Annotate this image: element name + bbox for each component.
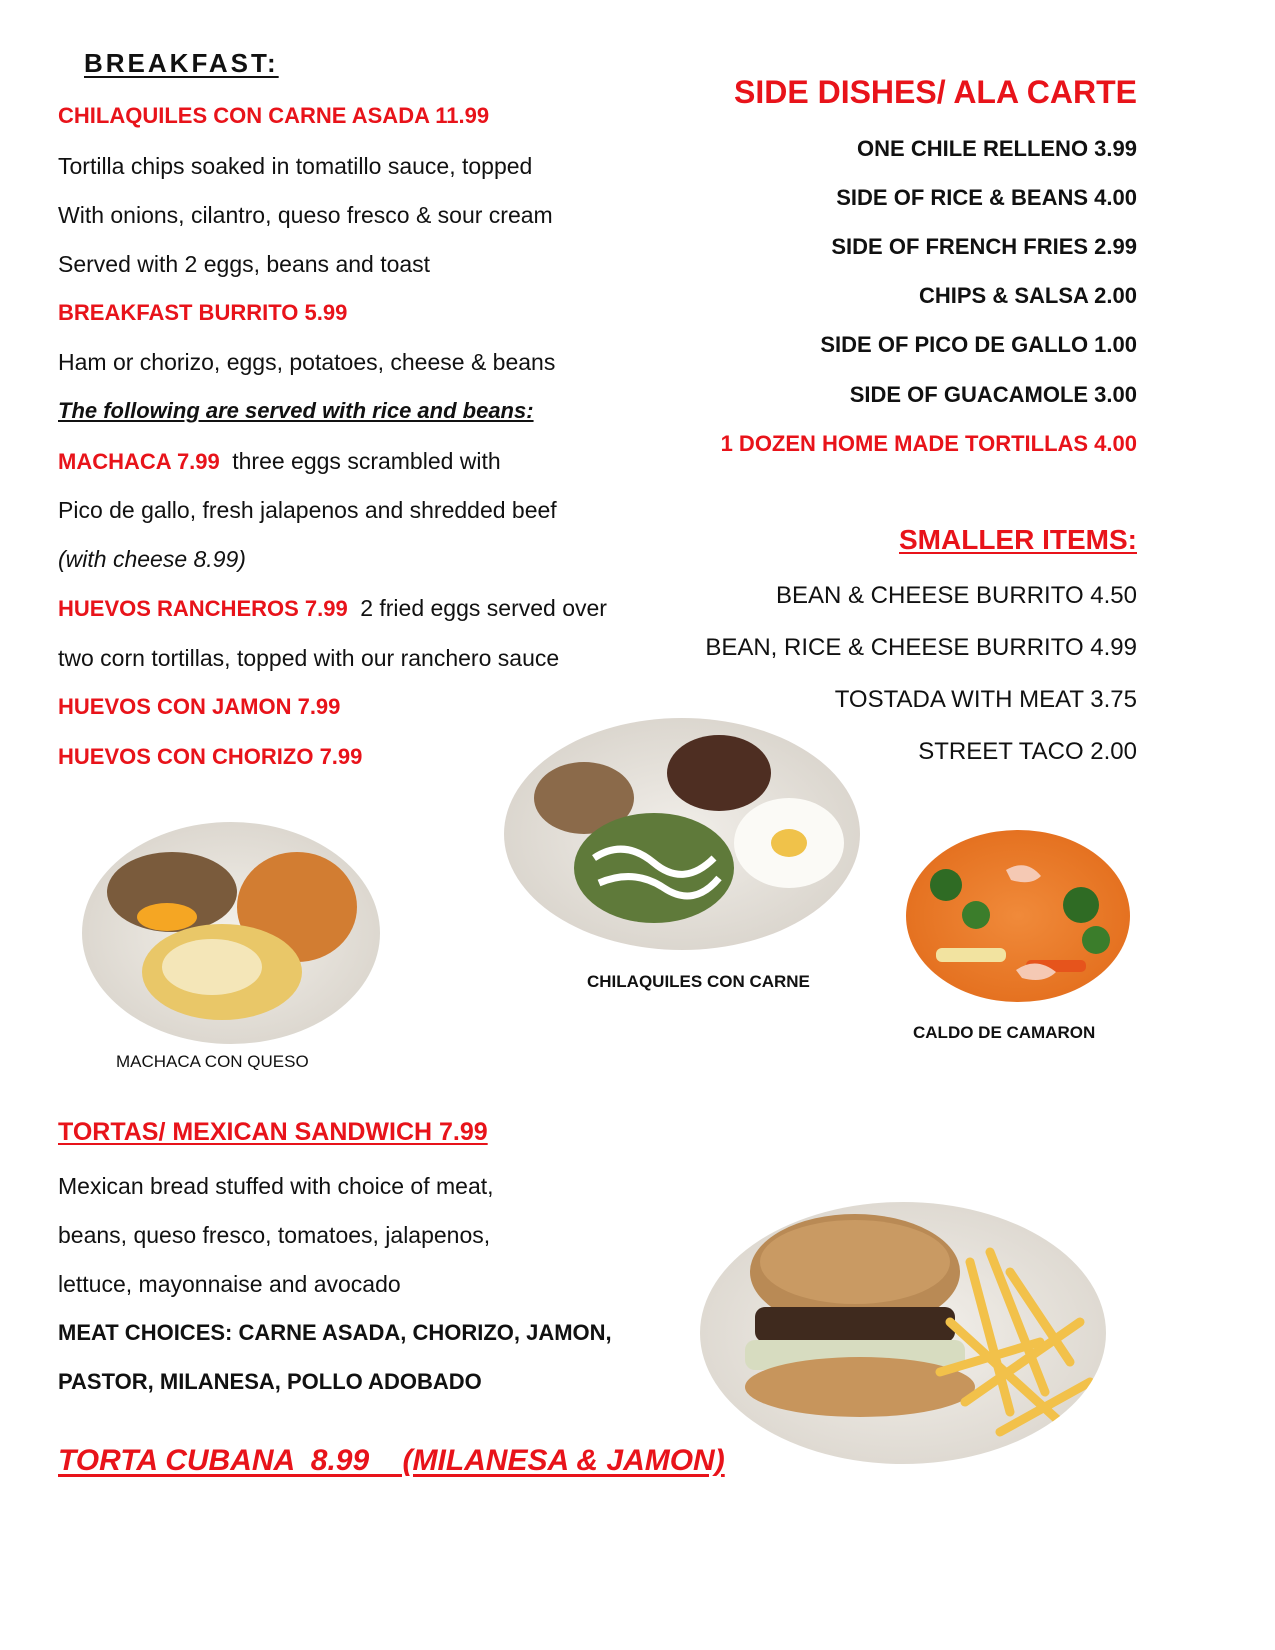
chilaquiles-desc-line: Tortilla chips soaked in tomatillo sauce, topped: [58, 153, 533, 179]
huevos-jamon-title: HUEVOS CON JAMON 7.99: [58, 694, 341, 719]
smaller-item: STREET TACO 2.00: [918, 738, 1137, 765]
breakfast-burrito-desc: Ham or chorizo, eggs, potatoes, cheese & beans: [58, 349, 556, 375]
side-item: SIDE OF RICE & BEANS 4.00: [836, 185, 1137, 210]
rancheros-desc-line: two corn tortillas, topped with our ranchero sauce: [58, 645, 560, 671]
tortas-desc-line: Mexican bread stuffed with choice of meat,: [58, 1173, 494, 1199]
smaller-item: BEAN, RICE & CHEESE BURRITO 4.99: [705, 634, 1137, 661]
meat-choices-line: MEAT CHOICES: CARNE ASADA, CHORIZO, JAMON,: [58, 1320, 612, 1345]
side-item: SIDE OF PICO DE GALLO 1.00: [820, 332, 1137, 357]
side-item: CHIPS & SALSA 2.00: [918, 283, 1137, 308]
machaca-photo: [82, 822, 380, 1044]
side-item: SIDE OF GUACAMOLE 3.00: [849, 382, 1137, 407]
caldo-caption: CALDO DE CAMARON: [913, 1023, 1096, 1042]
machaca-food-illustration: [82, 822, 380, 1044]
torta-food-illustration: [700, 1202, 1106, 1464]
side-item: SIDE OF FRENCH FRIES 2.99: [831, 234, 1137, 259]
caldo-photo: [906, 830, 1130, 1002]
side-dishes-heading: SIDE DISHES/ ALA CARTE: [734, 74, 1137, 110]
tortas-desc-line: lettuce, mayonnaise and avocado: [58, 1271, 401, 1297]
machaca-desc: three eggs scrambled with: [232, 448, 501, 474]
machaca-desc-line: Pico de gallo, fresh jalapenos and shredded beef: [58, 497, 557, 523]
breakfast-burrito-title: BREAKFAST BURRITO 5.99: [58, 300, 348, 325]
huevos-chorizo-title: HUEVOS CON CHORIZO 7.99: [58, 744, 363, 769]
chilaquiles-desc-line: Served with 2 eggs, beans and toast: [58, 251, 431, 277]
smaller-item: TOSTADA WITH MEAT 3.75: [834, 686, 1137, 713]
breakfast-heading: BREAKFAST:: [84, 48, 279, 78]
chilaquiles-desc-line: With onions, cilantro, queso fresco & sour cream: [58, 202, 553, 228]
machaca-cheese-price: (with cheese 8.99): [58, 546, 246, 572]
meat-choices-line: PASTOR, MILANESA, POLLO ADOBADO: [58, 1369, 482, 1394]
torta-photo: [700, 1202, 1106, 1464]
tortas-desc-line: beans, queso fresco, tomatoes, jalapenos,: [58, 1222, 491, 1248]
side-item: ONE CHILE RELLENO 3.99: [857, 136, 1137, 161]
chilaquiles-food-illustration: [504, 718, 860, 950]
rancheros-desc: 2 fried eggs served over: [360, 595, 607, 621]
machaca-title: MACHACA 7.99: [58, 449, 220, 474]
smaller-item: BEAN & CHEESE BURRITO 4.50: [775, 582, 1137, 609]
torta-cubana-title: TORTA CUBANA 8.99 (MILANESA & JAMON): [58, 1444, 725, 1477]
caldo-food-illustration: [906, 830, 1130, 1002]
chilaquiles-title: CHILAQUILES CON CARNE ASADA 11.99: [58, 103, 490, 128]
machaca-caption: MACHACA CON QUESO: [116, 1052, 309, 1071]
rancheros-line: [58, 594, 607, 623]
chilaquiles-photo: [504, 718, 860, 950]
tortas-heading: TORTAS/ MEXICAN SANDWICH 7.99: [58, 1118, 488, 1146]
tortillas-item: 1 DOZEN HOME MADE TORTILLAS 4.00: [720, 431, 1137, 456]
smaller-items-heading: SMALLER ITEMS:: [899, 524, 1137, 555]
rice-beans-note: The following are served with rice and beans:: [58, 398, 534, 423]
rancheros-title: HUEVOS RANCHEROS 7.99: [58, 596, 348, 621]
machaca-line: [58, 447, 501, 476]
chilaquiles-caption: CHILAQUILES CON CARNE: [587, 972, 810, 991]
